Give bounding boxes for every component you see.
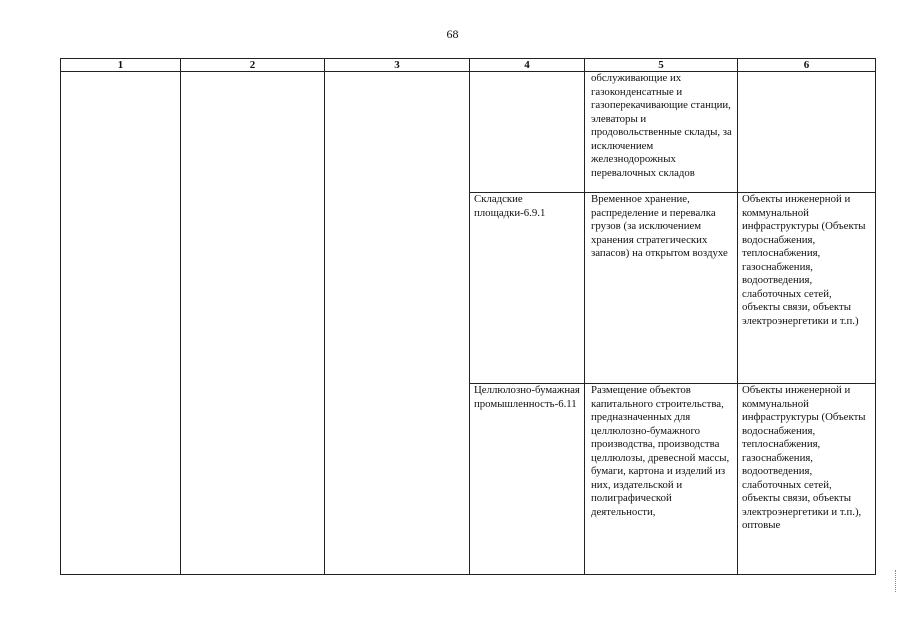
- cell-col3: [325, 72, 470, 575]
- col-header-2: 2: [181, 59, 325, 72]
- col-header-5: 5: [585, 59, 738, 72]
- cell-description: Размещение объектов капитального строительства, предназначенных для целлюлозно-бумажного производства, производства целлюлозы, древесной массы, бумаги, картона и изделий из них, издательской и полиграфической деятельности,: [585, 384, 738, 575]
- cell-auxiliary: Объекты инженерной и коммунальной инфраструктуры (Объекты водоснабжения, теплоснабжения, газоснабжения, водоотведения, слаботочных сетей, объекты связи, объекты электроэнергетики и т.п.): [738, 193, 876, 384]
- header-row: [61, 59, 876, 72]
- cell-use-type: Целлюлозно-бумажная промышленность-6.11: [470, 384, 585, 575]
- col-header-3: 3: [325, 59, 470, 72]
- cell-col2: [181, 72, 325, 575]
- cell-description: Временное хранение, распределение и перевалка грузов (за исключением хранения стратегических запасов) на открытом воздухе: [585, 193, 738, 384]
- cell-col1: [61, 72, 181, 575]
- col-header-4: 4: [470, 59, 585, 72]
- land-use-table: [60, 58, 876, 575]
- cell-description: обслуживающие их газоконденсатные и газоперекачивающие станции, элеваторы и продовольственные склады, за исключением железнодорожных перевалочных складов: [585, 72, 738, 193]
- cell-auxiliary: [738, 72, 876, 193]
- margin-mark: [895, 570, 900, 592]
- cell-use-type: [470, 72, 585, 193]
- cell-auxiliary: Объекты инженерной и коммунальной инфраструктуры (Объекты водоснабжения, теплоснабжения, газоснабжения, водоотведения, слаботочных сетей, объекты связи, объекты электроэнергетики и т.п.), оптовые: [738, 384, 876, 575]
- table-row: [61, 72, 876, 193]
- page-number: 68: [446, 27, 459, 41]
- col-header-6: 6: [738, 59, 876, 72]
- cell-use-type: Складские площадки-6.9.1: [470, 193, 585, 384]
- col-header-1: 1: [61, 59, 181, 72]
